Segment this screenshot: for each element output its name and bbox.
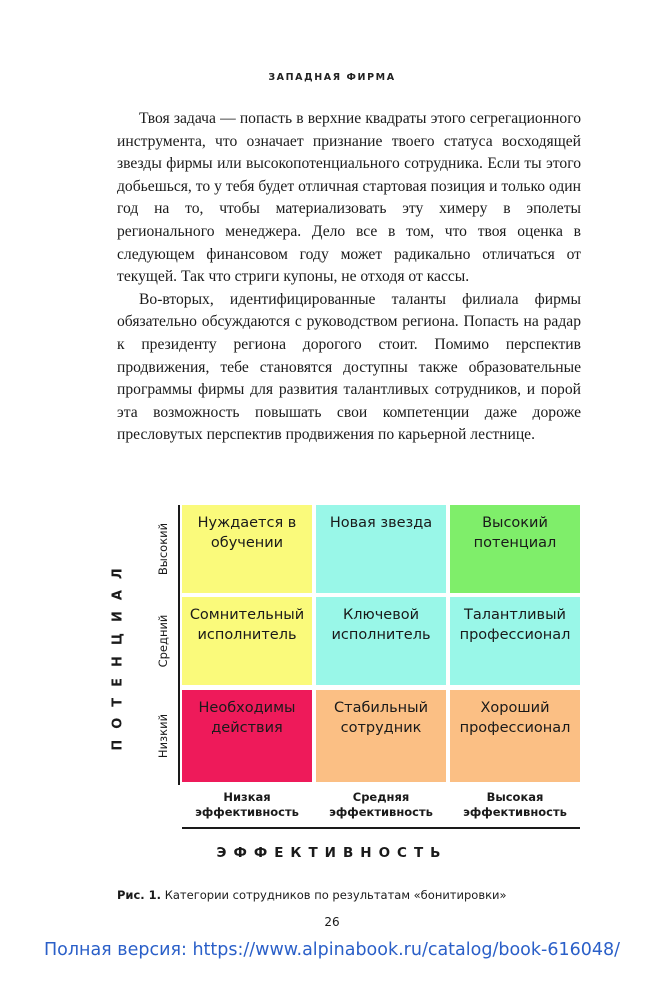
cell-high-high: Высокий потенциал [450, 505, 580, 593]
paragraph-2: Во-вторых, идентифицированные таланты филиала фирмы обязательно обсуждаются с руководством региона. Попасть на радар к президенту региона дорогого стоит. Помимо перспектив продвижения, тебе становятся доступны также образовательные программы фирмы для развития талантливых сотрудников, и порой эта возможность повышать свои компетенции даже дороже пресловутых перспектив продвижения по карьерной лестнице. [117, 290, 581, 444]
body-text [117, 108, 581, 447]
cell-low-medium: Стабильный сотрудник [316, 690, 446, 782]
cell-high-medium: Новая звезда [316, 505, 446, 593]
cell-medium-high: Талантливый профессионал [450, 597, 580, 685]
horizontal-axis-line [182, 827, 580, 829]
horizontal-axis-title: ЭФФЕКТИВНОСТЬ [216, 845, 448, 861]
cell-low-low: Необходимы действия [182, 690, 312, 782]
page-number: 26 [324, 915, 340, 929]
figure-caption [117, 888, 581, 902]
column-label-medium: Средняя эффективность [329, 790, 433, 819]
caption-label: Рис. 1. [117, 888, 162, 902]
cell-medium-low: Сомнительный исполнитель [182, 597, 312, 685]
cell-high-low: Нуждается в обучении [182, 505, 312, 593]
row-label-medium: Средний [156, 614, 170, 668]
cell-medium-medium: Ключевой исполнитель [316, 597, 446, 685]
vertical-axis-title [100, 557, 136, 751]
running-header: ЗАПАДНАЯ ФИРМА [268, 72, 396, 83]
caption-text: Категории сотрудников по результатам «бонитировки» [164, 888, 507, 902]
vertical-axis-label: ПОТЕНЦИАЛ [110, 557, 126, 751]
vertical-axis-line [178, 505, 180, 785]
full-version-link[interactable]: Полная версия: https://www.alpinabook.ru/catalog/book-616048/ [43, 940, 621, 960]
column-label-low: Низкая эффективность [195, 790, 299, 819]
cell-low-high: Хороший профессионал [450, 690, 580, 782]
column-label-high: Высокая эффективность [463, 790, 567, 819]
paragraph-1: Твоя задача — попасть в верхние квадраты этого сегрегационного инструмента, что означает признание твоего статуса восходящей звезды фирмы или высокопотенциального сотрудника. Если ты этого добьешься, то у тебя будет отличная стартовая позиция и только один год на то, чтобы материализовать эту химеру в эполеты регионального менеджера. Дело все в том, что твоя оценка в следующем финансовом году может радикально отличаться от текущей. Так что стриги купоны, не отходя от кассы. [117, 110, 581, 286]
row-label-low: Низкий [156, 713, 170, 759]
row-label-high: Высокий [156, 522, 170, 576]
